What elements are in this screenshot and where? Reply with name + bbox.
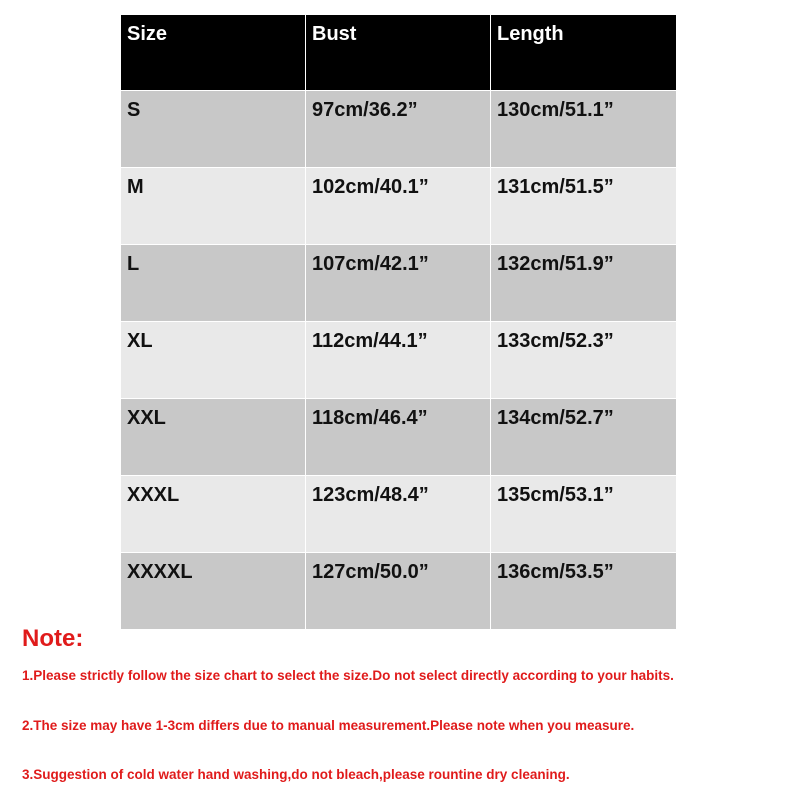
length-cell: 130cm/51.1”: [491, 91, 677, 168]
bust-cell: 102cm/40.1”: [306, 168, 491, 245]
table-row: [121, 399, 677, 476]
table-row: [121, 322, 677, 399]
table-header-row: [121, 15, 677, 91]
size-cell: L: [121, 245, 306, 322]
bust-cell: 123cm/48.4”: [306, 476, 491, 553]
size-cell: XXXXL: [121, 553, 306, 630]
size-cell: S: [121, 91, 306, 168]
length-cell: 136cm/53.5”: [491, 553, 677, 630]
table-row: [121, 168, 677, 245]
note-title: Note:: [22, 625, 84, 652]
table-row: [121, 553, 677, 630]
size-cell: M: [121, 168, 306, 245]
bust-cell: 97cm/36.2”: [306, 91, 491, 168]
table-row: [121, 91, 677, 168]
size-cell: XXXL: [121, 476, 306, 553]
bust-cell: 112cm/44.1”: [306, 322, 491, 399]
header-size: Size: [121, 15, 306, 91]
bust-cell: 107cm/42.1”: [306, 245, 491, 322]
bust-cell: 118cm/46.4”: [306, 399, 491, 476]
size-cell: XL: [121, 322, 306, 399]
length-cell: 135cm/53.1”: [491, 476, 677, 553]
table-row: [121, 476, 677, 553]
length-cell: 132cm/51.9”: [491, 245, 677, 322]
header-length: Length: [491, 15, 677, 91]
length-cell: 133cm/52.3”: [491, 322, 677, 399]
table-row: [121, 245, 677, 322]
header-bust: Bust: [306, 15, 491, 91]
note-line-1: 1.Please strictly follow the size chart to select the size.Do not select directly according to your habits.: [22, 668, 674, 683]
length-cell: 134cm/52.7”: [491, 399, 677, 476]
size-cell: XXL: [121, 399, 306, 476]
length-cell: 131cm/51.5”: [491, 168, 677, 245]
note-line-3: 3.Suggestion of cold water hand washing,do not bleach,please rountine dry cleaning.: [22, 767, 570, 782]
bust-cell: 127cm/50.0”: [306, 553, 491, 630]
note-line-2: 2.The size may have 1-3cm differs due to manual measurement.Please note when you measure.: [22, 718, 635, 733]
size-chart-table: [120, 14, 677, 630]
